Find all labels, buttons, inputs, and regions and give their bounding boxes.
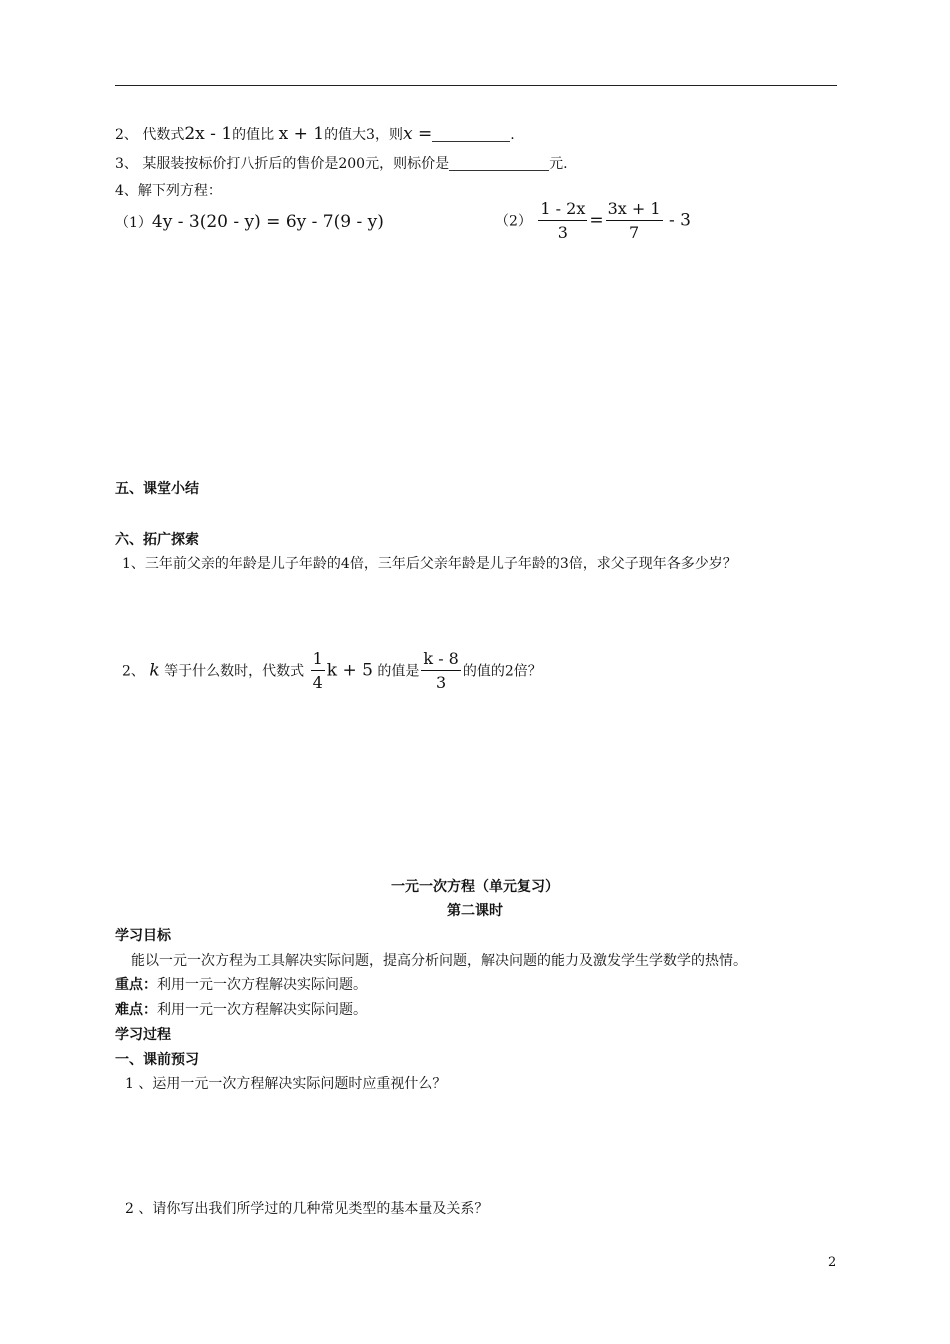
diff-text: 利用一元一次方程解决实际问题。 xyxy=(157,1002,367,1018)
sec6-q2-var: k xyxy=(149,660,160,681)
preview-question-2: 2 、请你写出我们所学过的几种常见类型的基本量及关系？ xyxy=(125,1201,489,1217)
q4-p2-tail: - 3 xyxy=(669,210,691,231)
q3-answer-blank[interactable] xyxy=(449,156,549,171)
q4-p1-expr: 4y - 3(20 - y) = 6y - 7(9 - y) xyxy=(151,212,384,232)
q4-p1-label: （1） xyxy=(115,215,152,231)
q2-var: x xyxy=(402,124,413,144)
diff-label: 难点： xyxy=(115,1002,157,1018)
q4-p2-eq: = xyxy=(589,210,604,231)
q3-end: 元. xyxy=(549,156,568,172)
q2-mid2: 的值大3，则 xyxy=(324,127,403,143)
preview-heading: 一、课前预习 xyxy=(115,1052,199,1068)
sec6-question-1: 1、三年前父亲的年龄是儿子年龄的4倍，三年后父亲年龄是儿子年龄的3倍，求父子现年各多少岁？ xyxy=(122,556,737,572)
q4-part1 xyxy=(115,212,384,232)
q2-mid: 的值比 xyxy=(232,127,275,143)
sec6-q2-text3: 的值的2倍？ xyxy=(462,663,542,680)
difficult-point xyxy=(115,999,367,1019)
q2-eq: = xyxy=(412,124,433,144)
q4-p2-num2: 3x + 1 xyxy=(606,199,663,221)
unit-title: 一元一次方程（单元复习） xyxy=(391,879,559,895)
key-label: 重点： xyxy=(115,977,157,993)
q2-prefix: 2、 代数式 xyxy=(115,127,185,143)
question-4: 4、解下列方程： xyxy=(115,183,222,199)
sec6-q2-frac-den: 4 xyxy=(312,673,323,692)
question-3 xyxy=(115,153,568,173)
key-text: 利用一元一次方程解决实际问题。 xyxy=(157,977,367,993)
q2-expr2: x + 1 xyxy=(278,124,325,144)
sec6-q2-fraction-2 xyxy=(421,649,460,692)
goal-heading: 学习目标 xyxy=(115,928,171,944)
sec6-question-2 xyxy=(122,649,542,692)
goal-text: 能以一元一次方程为工具解决实际问题，提高分析问题，解决问题的能力及激发学生学数学的热情。 xyxy=(131,953,747,969)
sec6-q2-text1: 等于什么数时，代数式 xyxy=(159,663,305,680)
question-2 xyxy=(115,124,515,144)
q4-p2-num1: 1 - 2x xyxy=(538,199,587,221)
sec6-q2-prefix: 2、 xyxy=(122,663,145,680)
process-heading: 学习过程 xyxy=(115,1027,171,1043)
sec6-q2-text2: 的值是 xyxy=(377,663,420,680)
q4-p2-fraction-2 xyxy=(606,199,663,242)
sec6-q2-frac2-den: 3 xyxy=(436,673,447,692)
q2-end: . xyxy=(510,127,515,143)
sec6-q2-frac2-num: k - 8 xyxy=(421,649,460,671)
q2-answer-blank[interactable] xyxy=(432,127,510,142)
q4-part2 xyxy=(495,199,691,242)
q4-p2-den2: 7 xyxy=(628,223,640,242)
key-point xyxy=(115,974,367,994)
sec6-q2-frac-num: 1 xyxy=(311,649,325,671)
q4-p2-fraction-1 xyxy=(538,199,587,242)
preview-question-1: 1 、运用一元一次方程解决实际问题时应重视什么？ xyxy=(125,1076,447,1092)
q2-expr1: 2x - 1 xyxy=(184,124,233,144)
q3-text: 3、 某服装按标价打八折后的售价是200元，则标价是 xyxy=(115,156,450,172)
q4-p2-label: （2） xyxy=(495,213,532,230)
section-5-title: 五、课堂小结 xyxy=(115,481,199,497)
page-number: 2 xyxy=(828,1255,837,1270)
sec6-q2-fraction-1 xyxy=(311,649,325,692)
sec6-q2-expr: k + 5 xyxy=(326,660,373,681)
q4-p2-den1: 3 xyxy=(557,223,568,242)
section-6-title: 六、拓广探索 xyxy=(115,532,199,548)
unit-subtitle: 第二课时 xyxy=(447,903,503,919)
header-rule xyxy=(115,85,837,86)
